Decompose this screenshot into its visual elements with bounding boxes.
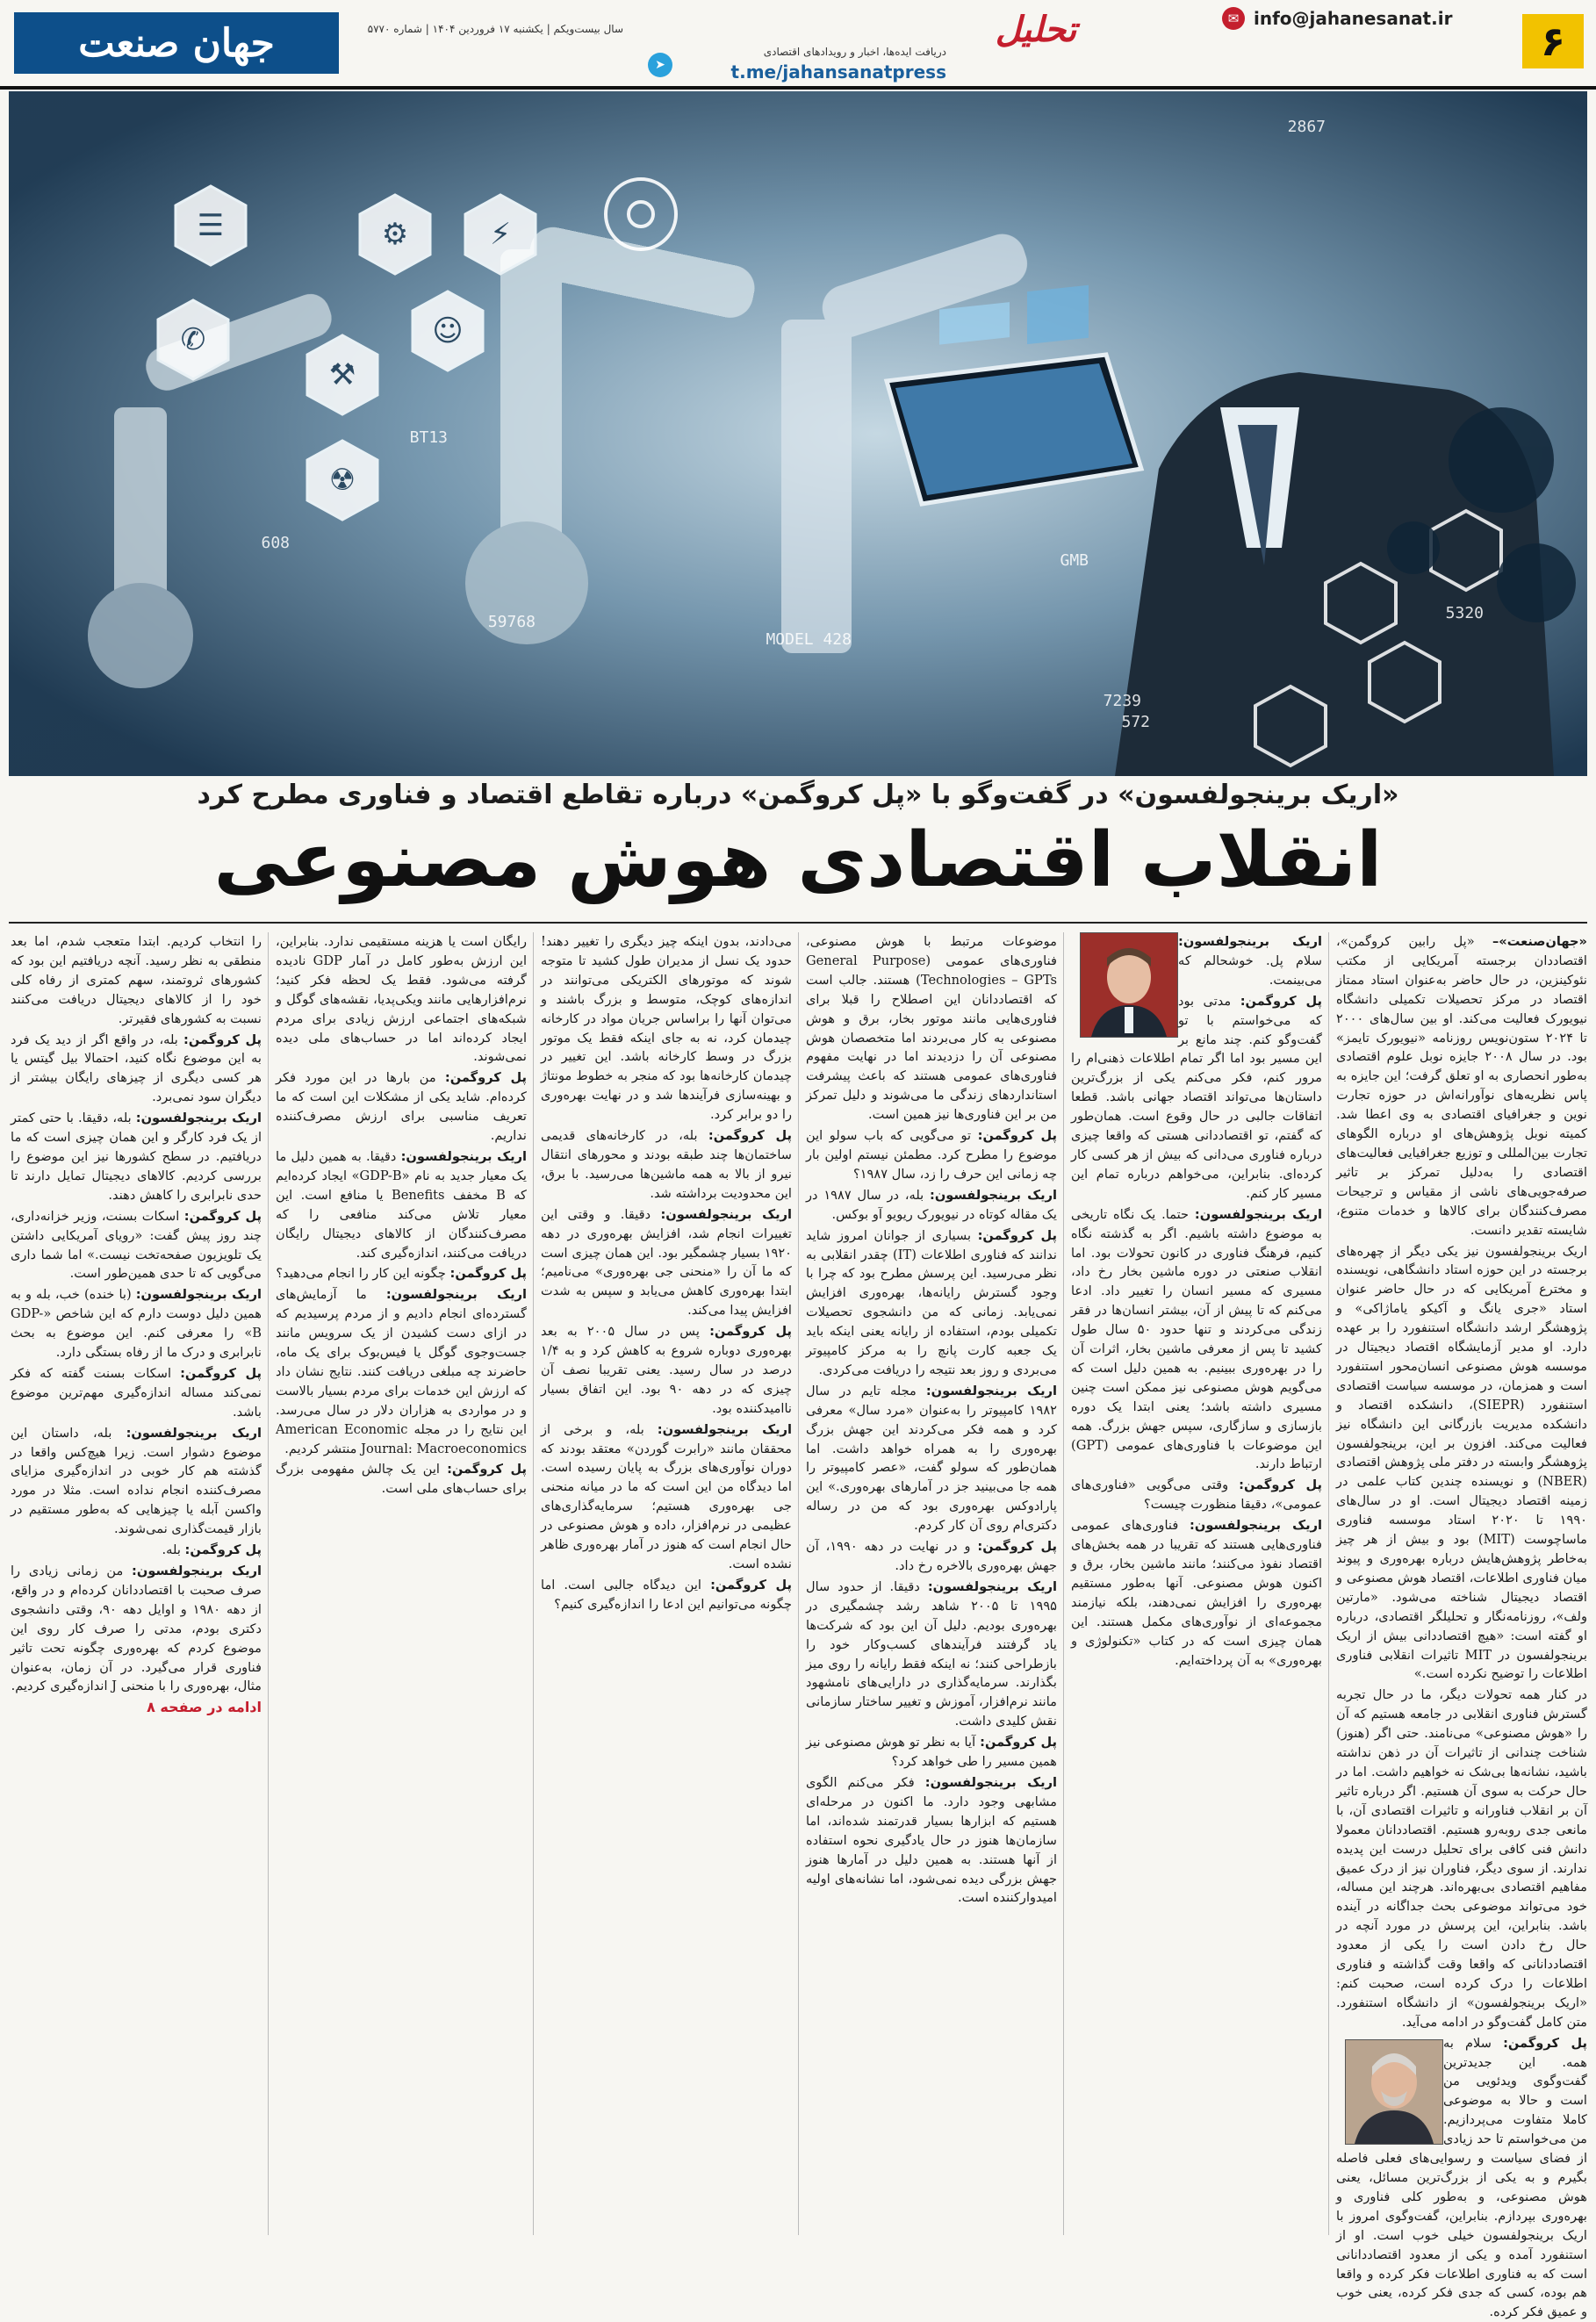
headline-kicker: «اریک برینجولفسون» در گفت‌وگو با «پل کروگمن» درباره تقاطع اقتصاد و فناوری مطرح کرد: [197, 780, 1399, 810]
paragraph-text: و در نهایت در دهه ۱۹۹۰، آن جهش بهره‌وری بالاخره رخ داد.: [806, 1539, 1057, 1573]
paragraph-text: بله، و برخی از محققان مانند «رابرت گوردن» معتقد بودند که دوران نوآوری‌های بزرگ به پایان رسیده است. اما دیدگاه من این است که ما در میانه منحنی جی بهره‌وری هستیم؛ سرمایه‌گذاری‌های عظیمی در نرم‌افزار، داده و هوش مصنوعی در حال انجام است که هنوز در آمار بهره‌وری ظاهر نشده است.: [541, 1421, 792, 1571]
paragraph: [1071, 1205, 1322, 1475]
speaker-label: اریک برینجولفسون:: [1190, 1518, 1322, 1534]
paragraph-text: فکر می‌کنم الگوی مشابهی وجود دارد. ما اکنون در مرحله‌ای هستیم که ابزارها بسیار قدرتمند شده‌اند، اما سازمان‌ها هنوز در حال یادگیری نحوه استفاده از آنها هستند. به همین دلیل در آمارها هنوز جهش بزرگی دیده نمی‌شود، اما نشانه‌های اولیه امیدوارکننده است.: [806, 1774, 1057, 1906]
column-divider: [1063, 932, 1064, 2235]
column-divider: [798, 932, 799, 2235]
speaker-label: اریک برینجولفسون:: [924, 1774, 1057, 1790]
svg-text:⚡: ⚡: [490, 217, 511, 252]
paragraph-text: مدتی بود که می‌خواستم با تو گفت‌وگو کنم. چند مانع بر این مسیر بود اما اگر تمام اطلاعات ذهنی‌ام را مرور کنم، فکر می‌کنم یکی از بزرگ‌ترین داستان‌ها می‌تواند اقتصاد جهانی باشد. قطعا اتفاقات جالبی در حال وقوع است. همان‌طور که گفتم، تو اقتصاددانی هستی که واقعا چیزی درباره فناوری می‌دانی که بیش از هر کسی کار کرده‌ای. بنابراین، می‌خواهم درباره تمام این مسیر کار کنم.: [1071, 993, 1322, 1201]
paragraph: [806, 1226, 1057, 1380]
speaker-label: پل کروگمن:: [1239, 1477, 1322, 1493]
paragraph-text: دقیقا. از حدود سال ۱۹۹۵ تا ۲۰۰۵ شاهد رشد چشمگیری در بهره‌وری بودیم. دلیل آن این بود که شرکت‌ها یاد گرفتند فرآیندهای کسب‌وکار خود را بازطراحی کنند؛ نه اینکه فقط رایانه را روی میز بگذارند. سرمایه‌گذاری در دارایی‌های نامشهود مانند نرم‌افزار، آموزش و تغییر ساختار سازمانی نقش کلیدی داشت.: [806, 1578, 1057, 1729]
paragraph-text: بله.: [162, 1542, 185, 1558]
paragraph-text: «پل رابین کروگمن»، اقتصاددان برجسته آمریکایی از مکتب نئوکینزین، در حال حاضر به‌عنوان استاد ممتاز اقتصاد در مرکز تحصیلات تکمیلی دانشگاه نیویورک فعالیت می‌کند. او بین سال‌های ۲۰۰۰ تا ۲۰۲۴ ستون‌نویس روزنامه «نیویورک تایمز» بود. در سال ۲۰۰۸ جایزه نوبل علوم اقتصادی به‌طور انحصاری به او تعلق گرفت؛ این جایزه به پاس نظریه‌های نوآورانه‌اش در حوزه تجارت نوین و جغرافیای اقتصادی به وی اعطا شد. کمیته نوبل پژوهش‌های او درباره الگوهای تجارت بین‌المللی و توزیع جغرافیایی فعالیت‌های اقتصادی را به‌دلیل تمرکز بر تاثیر صرفه‌جویی‌های ناشی از مقیاس و ترجیحات مصرف‌کنندگان برای کالاها و خدمات متنوع، شایسته تقدیر دانست.: [1336, 934, 1587, 1238]
paragraph: [806, 1578, 1057, 1731]
paragraph: [11, 1364, 262, 1422]
portrait-krugman: [1345, 2039, 1443, 2145]
paragraph: [806, 1126, 1057, 1184]
paragraph: را انتخاب کردیم. ابتدا متعجب شدم، اما بعد منطقی به نظر رسید. آنچه دریافتیم این بود که کشورهای ثروتمند، سهم کمتری از رفاه کلی خود را از کالاهای دیجیتال دریافت می‌کنند نسبت به کشورهای فقیرتر.: [11, 934, 262, 1026]
paragraph-text: دقیقا. و وقتی این تغییرات انجام شد، افزایش بهره‌وری در دهه ۱۹۲۰ بسیار چشمگیر بود. این همان چیزی است که ما آن را «منحنی جی بهره‌وری» می‌نامیم؛ ابتدا بهره‌وری کاهش می‌یابد و سپس به شدت افزایش پیدا می‌کند.: [541, 1206, 792, 1319]
headline-title: انقلاب اقتصادی هوش مصنوعی: [213, 816, 1383, 904]
paragraph-text: چگونه این کار را انجام می‌دهید؟: [276, 1266, 450, 1282]
paragraph-text: بله، دقیقا. با حتی کمتر از یک فرد کارگر و این همان چیزی است که ما دریافتیم. در سطح کشورها نیز این موضوع را بررسی کردیم. کالاهای دیجیتال تمایل دارند تا حدی نابرابری را کاهش دهند.: [11, 1111, 262, 1203]
speaker-label: پل کروگمن:: [710, 1577, 793, 1592]
speaker-label: اریک برینجولفسون:: [135, 1111, 262, 1126]
masthead-divider: [0, 86, 1596, 90]
hero-label-59768: 59768: [487, 613, 536, 631]
paragraph: [11, 1109, 262, 1205]
paragraph: [1336, 932, 1587, 1240]
paragraph: [11, 1207, 262, 1284]
section-label: تحلیل: [995, 9, 1077, 50]
paragraph-text: ما آزمایش‌های گسترده‌ای انجام دادیم و از مردم پرسیدیم که در ازای دست کشیدن از یک سرویس مانند جست‌وجوی گوگل یا فیس‌بوک برای یک ماه، حاضرند چه مبلغی دریافت کنند. نتایج نشان داد که ارزش این خدمات برای مردم بسیار بالاست و در مواردی به هزاران دلار در سال می‌رسد. این نتایج را در مجله American Economic Journal: Macroeconomics منتشر کردیم.: [276, 1287, 528, 1456]
speaker-label: پل کروگمن:: [708, 1128, 792, 1144]
speaker-label: پل کروگمن:: [1240, 993, 1322, 1009]
paragraph: [276, 1285, 527, 1458]
paragraph: در کنار همه تحولات دیگر، ما در حال تجربه گسترش فناوری انقلابی در جامعه هستیم که آن را «هوش مصنوعی» می‌نامند. حتی اگر (هنوز) شناخت چندانی از تاثیرات آن در ذهن نداشته باشید، نشانه‌ها بی‌شک نه خواهیم داشت. اما در حال حرکت به سوی آن هستیم. اگر درباره تاثیر آن بر انقلاب فناورانه و تاثیرات اقتصادی آن، با مانعی جدی روبه‌رو هستیم. اقتصاددانان معمولا دانش فنی کافی برای تحلیل درست این پدیده ندارند. از سوی دیگر، فناوران نیز از درک عمیق مفاهیم اقتصادی بی‌بهره‌اند. هرچند این مساله، خود می‌تواند موضوعی بحث جداگانه در آینده باشد. بنابراین، این پرسش در مورد آنچه در حال رخ دادن است را یکی از معدود اقتصاددانانی که واقعا وقت گذاشته و فناوری اطلاعات را درک کرده است، صحبت کنم: «اریک برینجولفسون» از دانشگاه استنفورد. متن کامل گفت‌وگو در ادامه می‌آید.: [1336, 1687, 1587, 2030]
speaker-label: اریک برینجولفسون:: [930, 1187, 1057, 1203]
page-number-badge: ۶: [1522, 14, 1584, 68]
column-6: [11, 932, 262, 2235]
paragraph-text: اسکات بسنت گفته که فکر نمی‌کند مساله اندازه‌گیری مهم‌ترین موضوع باشد.: [11, 1365, 262, 1420]
paragraph-text: تو می‌گویی که باب سولو این موضوع را مطرح کرد. مطمئن نیستم اولین بار چه زمانی این حرف را زد، سال ۱۹۸۷؟: [806, 1128, 1057, 1182]
telegram-promo[interactable]: [648, 46, 946, 83]
svg-text:⚒: ⚒: [328, 357, 356, 392]
paragraph-text: این یک چالش مفهومی بزرگ برای حساب‌های ملی است.: [276, 1462, 527, 1497]
speaker-label: پل کروگمن:: [977, 1128, 1058, 1144]
svg-text:☢: ☢: [328, 463, 356, 498]
paragraph-text: سلام پل. خوشحالم که می‌بینمت.: [1178, 953, 1322, 988]
paragraph: [806, 1773, 1057, 1908]
newspaper-logo[interactable]: [14, 12, 339, 74]
svg-text:☰: ☰: [197, 208, 225, 243]
dateline: «جهان‌صنعت»–: [1492, 934, 1587, 949]
hero-label-7239: 7239: [1103, 692, 1141, 710]
column-5: [276, 932, 527, 2235]
speaker-label: اریک برینجولفسون:: [925, 1383, 1057, 1398]
paragraph: [541, 1205, 792, 1320]
speaker-label: اریک برینجولفسون:: [126, 1425, 262, 1441]
paragraph-text: وقتی می‌گویی «فناوری‌های عمومی»، دقیقا منظورت چیست؟: [1071, 1477, 1322, 1513]
column-divider: [533, 932, 534, 2235]
paragraph: [11, 1562, 262, 1696]
paragraph-text: من بارها در این مورد فکر کرده‌ام. شاید یکی از مشکلات این است که ما تعریف مناسبی برای ارزش مصرف‌کننده نداریم.: [276, 1070, 527, 1144]
paragraph: [541, 1322, 792, 1419]
speaker-label: اریک برینجولفسون:: [400, 1148, 527, 1164]
speaker-label: اریک برینجولفسون:: [657, 1421, 792, 1437]
speaker-label: اریک برینجولفسون:: [927, 1578, 1057, 1594]
paragraph-text: بله، در واقع اگر از دید یک فرد به این موضوع نگاه کنید، احتمالا بیل گیتس یا هر کسی دیگری از چیزهای رایگان بیشتر از دیگران سود نمی‌برد.: [11, 1032, 262, 1105]
paragraph: [11, 1031, 262, 1108]
hero-illustration: [9, 91, 1587, 776]
svg-text:✆: ✆: [180, 322, 206, 357]
paragraph: [806, 1186, 1057, 1225]
column-divider: [1328, 932, 1329, 2235]
paragraph: [276, 1068, 527, 1146]
hero-label-2867: 2867: [1287, 118, 1326, 136]
paragraph: [11, 1541, 262, 1560]
speaker-label: پل کروگمن:: [183, 1208, 262, 1224]
hero-label-572: 572: [1121, 713, 1150, 731]
svg-text:☺: ☺: [432, 313, 464, 349]
speaker-label: اریک برینجولفسون:: [1178, 934, 1322, 949]
paragraph: [541, 1126, 792, 1204]
speaker-label: اریک برینجولفسون:: [132, 1564, 262, 1578]
paragraph: [11, 1285, 262, 1362]
speaker-label: اریک برینجولفسون:: [660, 1206, 792, 1222]
paragraph: [276, 1264, 527, 1283]
paragraph-text: این دیدگاه جالبی است. اما چگونه می‌توانیم این ادعا را اندازه‌گیری کنیم؟: [541, 1577, 792, 1612]
column-4: [541, 932, 792, 2235]
speaker-label: پل کروگمن:: [180, 1365, 262, 1381]
paragraph-text: دقیقا. به همین دلیل ما یک معیار جدید به نام «GDP-B» ایجاد کرده‌ایم که B مخفف Benefits یا منافع است. این معیار تلاش می‌کند منافعی را که مصرف‌کنندگان از کالاهای دیجیتال رایگان دریافت می‌کنند، اندازه‌گیری کند.: [276, 1148, 527, 1261]
svg-text:⚙: ⚙: [381, 217, 409, 252]
paragraph: [541, 1420, 792, 1574]
paragraph-text: بله، داستان این موضوع دشوار است. زیرا هیچ‌کس واقعا در گذشته هم کار خوبی در اندازه‌گیری مزایای مصرف‌کننده انجام نداده است. مثلا در مورد واکسن آبله یا چیزهایی که به‌طور مستقیم در بازار قیمت‌گذاری نمی‌شوند.: [11, 1425, 262, 1537]
paragraph: اریک برینجولفسون نیز یکی دیگر از چهره‌های برجسته در این حوزه استاد دانشگاهی، نویسنده و مخترع آمریکایی که در حال حاضر عنوان استاد «جری یانگ و آکیکو یاماژاکی» و پژوهشگر ارشد دانشگاه استنفورد را بر عهده دارد. او مدیر آزمایشگاه اقتصاد دیجیتال در موسسه هوش مصنوعی انسان‌محور استنفورد است و همزمان، در موسسه سیاست اقتصادی استنفورد (SIEPR)، دانشکده اقتصاد و دانشکده مدیریت بازرگانی این دانشگاه نیز فعالیت می‌کند. افزون بر این، برینجولفسون پژوهشگر وابسته در دفتر ملی پژوهش اقتصادی (NBER) و نویسنده چندین کتاب علمی در زمینه اقتصاد دیجیتال است. او در سال‌های ۱۹۹۰ تا ۲۰۲۰ استاد موسسه فناوری ماساچوست (MIT) بود و بیش از هر چیز به‌خاطر پژوهش‌هایش درباره بهره‌وری و پیوند میان فناوری اطلاعات، اقتصاد هوش مصنوعی و اقتصاد دیجیتال شناخته می‌شود. «مارتین ولف»، روزنامه‌نگار و تحلیلگر اقتصادی، درباره او گفته است: «هیچ اقتصاددانی بیش از اریک برینجولفسون در MIT تاثیرات انقلابی فناوری اطلاعات را توضیح نکرده است.»: [1336, 1243, 1588, 1682]
speaker-label: پل کروگمن:: [444, 1070, 527, 1086]
telegram-icon: ➤: [648, 53, 672, 77]
speaker-label: پل کروگمن:: [449, 1266, 527, 1282]
paragraph: [541, 1576, 792, 1614]
speaker-label: پل کروگمن:: [977, 1227, 1057, 1243]
paragraph: [1071, 1476, 1322, 1514]
paragraph: رایگان است یا هزینه مستقیمی ندارد. بنابراین، این ارزش به‌طور کامل در آمار GDP نادیده گرفته می‌شود. فقط یک لحظه فکر کنید؛ نرم‌افزارهایی مانند ویکی‌پدیا، نقشه‌های گوگل و شبکه‌های اجتماعی ارزش زیادی برای مردم ایجاد کرده‌اند اما در حساب‌های ملی دیده نمی‌شوند.: [276, 934, 528, 1065]
contact-email[interactable]: [1222, 5, 1512, 32]
mail-icon: ✉: [1222, 7, 1245, 30]
paragraph: [276, 1147, 527, 1262]
paragraph-text: بسیاری از جوانان امروز شاید ندانند که فناوری اطلاعات (IT) چقدر انقلابی به نظر می‌رسید. این پرسش مطرح بود که چرا با وجود گسترش رایانه‌ها، بهره‌وری افزایش نمی‌یابد. زمانی که من دانشجوی تحصیلات تکمیلی بودم، استفاده از رایانه یعنی اینکه باید یک جعبه کارت پانچ را به مرکز کامپیوتر می‌بردی و روز بعد نتیجه را دریافت می‌کردی.: [806, 1227, 1057, 1377]
paragraph-text: بله، در کارخانه‌های قدیمی ساختمان‌ها چند طبقه بودند و محورهای انتقال نیرو از بالا به همه ماشین‌ها می‌رسید. با برق، این محدودیت برداشته شد.: [541, 1128, 792, 1201]
speaker-label: اریک برینجولفسون:: [385, 1287, 527, 1303]
headline-divider: [9, 922, 1587, 924]
speaker-label: پل کروگمن:: [977, 1539, 1057, 1555]
krugman-photo: [1346, 2040, 1442, 2144]
paragraph: [806, 1382, 1057, 1535]
column-divider: [268, 932, 269, 2235]
speaker-label: پل کروگمن:: [447, 1462, 528, 1477]
speaker-label: پل کروگمن:: [980, 1735, 1058, 1750]
hero-label-5320: 5320: [1445, 604, 1484, 622]
paragraph: [1071, 1516, 1322, 1670]
speaker-label: پل کروگمن:: [1503, 2035, 1587, 2051]
issue-line: سال بیست‌ویکم | یکشنبه ۱۷ فروردین ۱۴۰۴ | شماره ۵۷۷۰: [367, 23, 623, 35]
paragraph: می‌دادند، بدون اینکه چیز دیگری را تغییر دهند! حدود یک نسل از مدیران طول کشید تا متوجه شوند که موتورهای الکتریکی می‌توانند در اندازه‌های کوچک، متوسط و بزرگ باشند و می‌توان آنها را براساس جریان مواد در کارخانه چیدمان کرد، نه به جای اینکه فقط یک موتور بزرگ در وسط کارخانه باشد. این تغییر در چیدمان کارخانه‌ها بود که منجر به خطوط مونتاژ و بهینه‌سازی فرآیندها شد و در نهایت بهره‌وری را دو برابر کرد.: [541, 934, 792, 1123]
paragraph-text: آیا به نظر تو هوش مصنوعی نیز همین مسیر را طی خواهد کرد؟: [806, 1735, 1057, 1770]
portrait-brynjolfsson: [1080, 932, 1178, 1038]
hero-label-608: 608: [261, 534, 290, 552]
speaker-label: پل کروگمن:: [709, 1324, 792, 1340]
continued-on-page[interactable]: ادامه در صفحه ۸: [147, 1699, 262, 1716]
masthead: [0, 0, 1596, 86]
paragraph-text: مجله تایم در سال ۱۹۸۲ کامپیوتر را به‌عنوان «مرد سال» معرفی کرد و همه فکر می‌کردند این جهش بزرگ بهره‌وری را به همراه خواهد داشت. اما همان‌طور که سولو گفت، «عصر کامپیوتر را همه جا می‌بینید جز در آمارهای بهره‌وری.» این پارادوکس بهره‌وری بود که من در رساله دکتری‌ام روی آن کار کردم.: [806, 1383, 1057, 1534]
column-2: [1071, 932, 1322, 2235]
paragraph-text: (با خنده) خب، بله و به همین دلیل دوست دارم که این شاخص «GDP-B» را معرفی کنم. این موضوع به بحث نابرابری و درک ما از رفاه بستگی دارد.: [11, 1287, 262, 1361]
hero-label-model: MODEL 428: [766, 630, 852, 649]
paragraph-text: حتما. یک نگاه تاریخی به موضوع داشته باشیم. اگر به گذشته نگاه کنیم، فرهنگ فناوری در کانون تحولات بود. اما انقلاب صنعتی در دوره ماشین بخار رخ داد، مسیری که مسیر انسان را تغییر داد. ادعا می‌کنم که تا پیش از آن، بیشتر انسان‌ها در فقر زندگی می‌کردند و تنها حدود ۵۰ سال طول کشید تا پس از معرفی ماشین بخار، اثرات آن را در بهره‌وری ببینیم. به همین دلیل است که می‌گویم هوش مصنوعی نیز ممکن است چنین مسیری داشته باشد؛ یعنی ابتدا یک دوره بازسازی و سازگاری، سپس جهش بزرگ. همه این موضوعات با فناوری‌های عمومی (GPT) ارتباط دارند.: [1071, 1206, 1322, 1472]
hero-image: [9, 91, 1587, 776]
speaker-label: پل کروگمن:: [183, 1032, 262, 1047]
paragraph-text: اسکات بسنت، وزیر خزانه‌داری، چند روز پیش گفت: «رویای آمریکایی داشتن یک تلویزیون صفحه‌تخت نیست.» اما شما داری می‌گویی که تا حدی همین‌طور است.: [11, 1208, 262, 1282]
telegram-link[interactable]: t.me/jahansanatpress: [730, 61, 946, 83]
speaker-label: پل کروگمن:: [184, 1542, 262, 1558]
paragraph: [806, 1733, 1057, 1772]
brynjolfsson-photo: [1081, 933, 1177, 1037]
paragraph: موضوعات مرتبط با هوش مصنوعی، فناوری‌های عمومی (General Purpose Technologies – GPTs) هستند. جالب است که اقتصاددانان این اصطلاح را قبلا برای فناوری‌هایی مانند موتور بخار، برق و هوش مصنوعی به کار می‌بردند اما متخصصان هوش مصنوعی آن را دزدیدند اما در نهایت مفهوم فناوری‌های عمومی هستند که باعث پیشرفت استانداردهای زندگی ما می‌شوند و دلیل تمرکز من بر این فناوری‌ها نیز همین است.: [806, 934, 1058, 1123]
hero-label-bt13: BT13: [409, 428, 448, 447]
paragraph-text: من زمانی زیادی را صرف صحبت با اقتصاددانان کرده‌ام و در واقع، از دهه ۱۹۸۰ و اوایل دهه ۹۰، وقتی دانشجوی دکتری بودم، مدتی را صرف کار روی این موضوع کردم که بهره‌وری چگونه تحت تاثیر فناوری قرار می‌گیرد. در آن زمان، به‌عنوان مثال، بهره‌وری را با منحنی J اندازه‌گیری کردیم.: [11, 1564, 262, 1694]
column-1: [1336, 932, 1588, 2320]
email-address[interactable]: info@jahanesanat.ir: [1254, 8, 1453, 29]
paragraph: [11, 1424, 262, 1539]
speaker-label: اریک برینجولفسون:: [1194, 1206, 1322, 1222]
paragraph-text: پس در سال ۲۰۰۵ به بعد بهره‌وری دوباره شروع به کاهش کرد و به ۱/۴ درصد در سال رسید. یعنی تقریبا نصف آن چیزی که در دهه ۹۰ بود. این اتفاق بسیار ناامیدکننده بود.: [541, 1324, 792, 1416]
paragraph-text: فناوری‌های عمومی فناوری‌هایی هستند که تقریبا در همه بخش‌های اقتصاد نفوذ می‌کنند؛ مانند ماشین بخار، برق و اکنون هوش مصنوعی. آنها به‌طور مستقیم بهره‌وری را افزایش نمی‌دهند، بلکه نیازمند مجموعه‌ای از نوآوری‌های مکمل هستند. این همان چیزی است که در کتاب «تکنولوژی و بهره‌وری» به آن پرداخته‌ایم.: [1071, 1518, 1322, 1668]
paragraph-text: سلام به همه. این جدیدترین گفت‌وگوی ویدئویی من است و حالا به موضوعی کاملا متفاوت می‌پردازیم. من می‌خواستم تا حد زیادی از فضای سیاست و رسوایی‌های فعلی فاصله بگیرم و به یکی از بزرگ‌ترین مسائل، یعنی هوش مصنوعی، و به‌طور کلی فناوری و بهره‌وری بپردازم. بنابراین، گفت‌وگوی امروز با اریک برینجولفسون خیلی خوب است. او از استنفورد آمده و یکی از معدود اقتصاددانانی است که به فناوری اطلاعات فکر کرده و واقعا هم بوده، کسی که جدی فکر کرده، یعنی خوب و عمیق فکر کرده.: [1336, 2035, 1587, 2320]
article-body: [0, 932, 1596, 2320]
paragraph: [806, 1537, 1057, 1576]
logo-text: جهان صنعت: [78, 20, 275, 66]
paragraph-text: بله، در سال ۱۹۸۷ در یک مقاله کوتاه در نیویورک ریویو آو بوکس.: [806, 1187, 1057, 1222]
speaker-label: اریک برینجولفسون:: [135, 1287, 262, 1303]
column-3: [806, 932, 1057, 2235]
paragraph: [276, 1460, 527, 1499]
telegram-caption: دریافت ایده‌ها، اخبار و رویدادهای اقتصادی: [763, 46, 946, 58]
hero-label-gmb: GMB: [1060, 551, 1089, 570]
